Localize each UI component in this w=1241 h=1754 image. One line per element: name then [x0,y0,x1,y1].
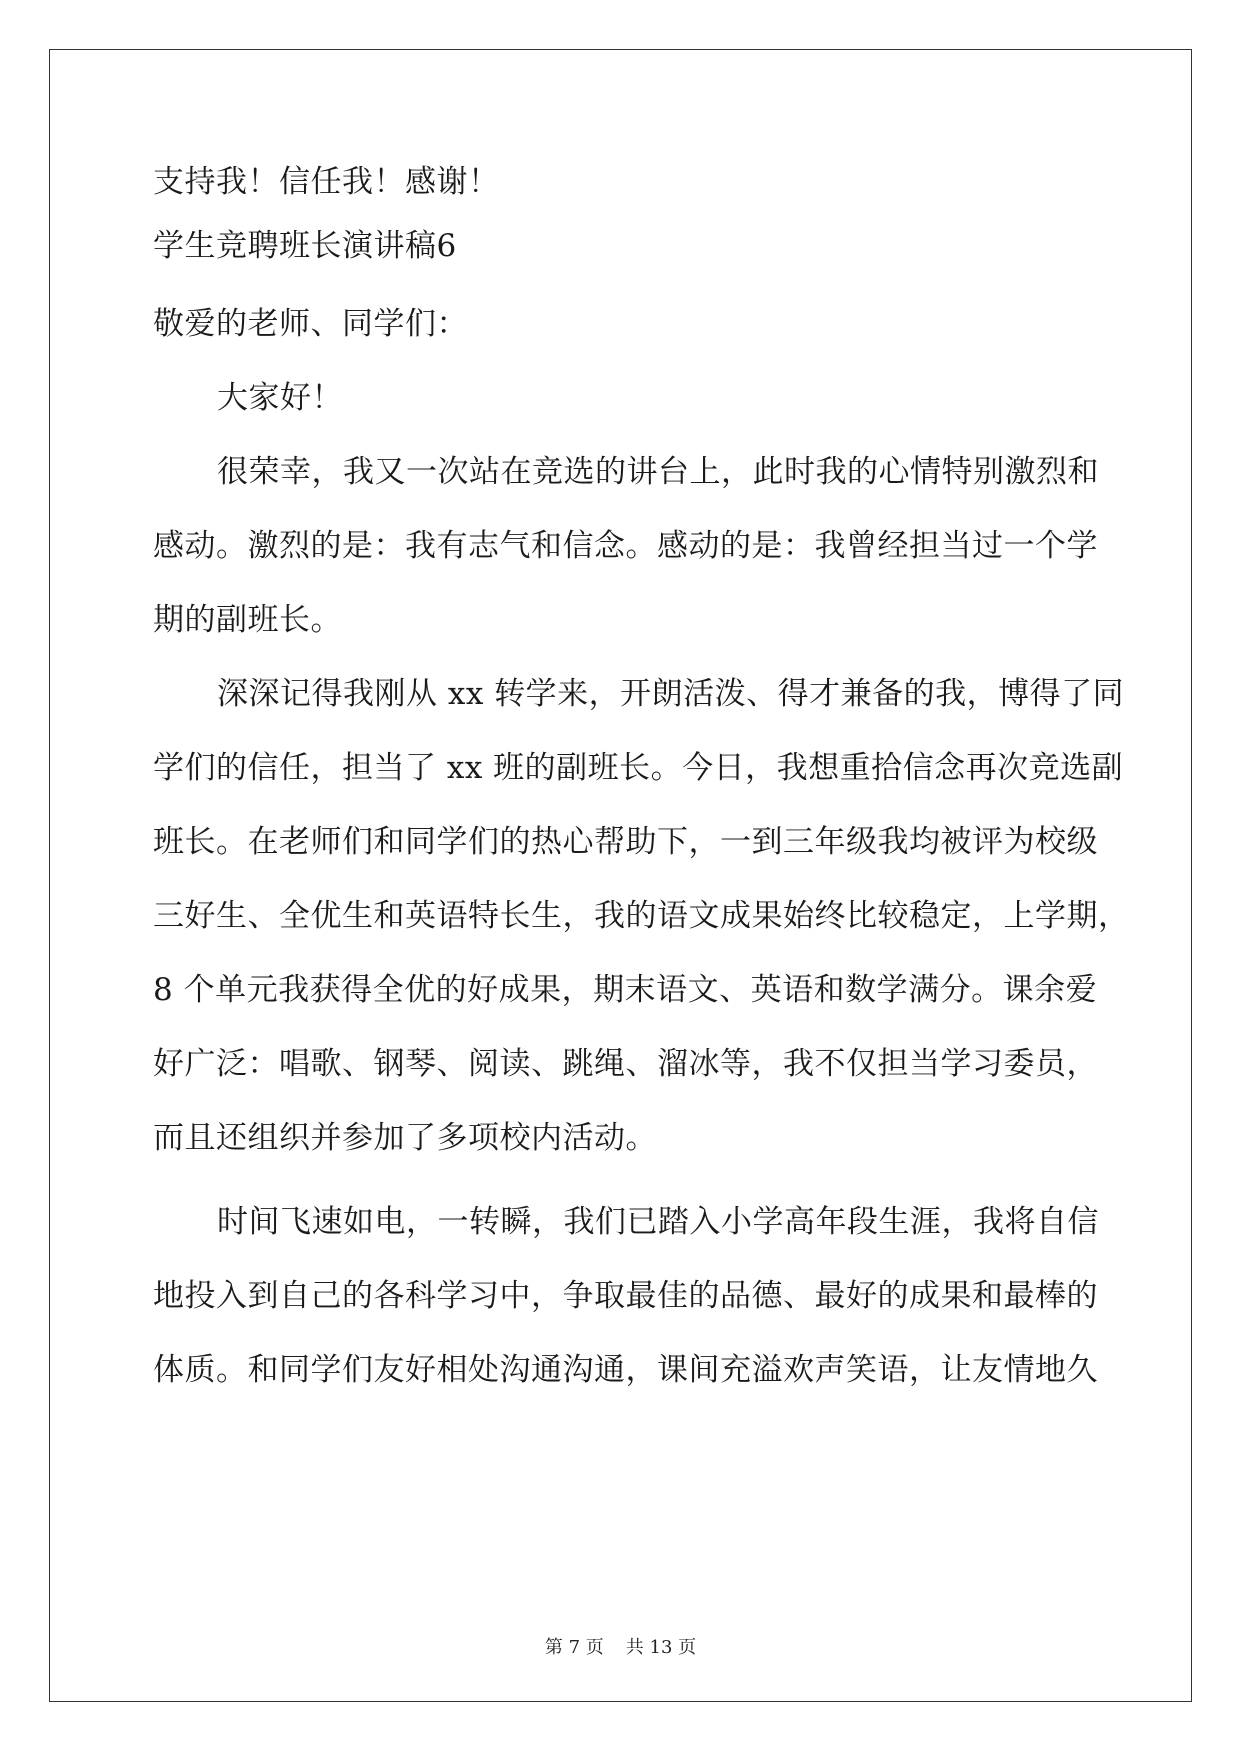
body-line: 三好生、全优生和英语特长生，我的语文成果始终比较稳定，上学期， [153,898,1130,934]
body-line: 好广泛：唱歌、钢琴、阅读、跳绳、溜冰等，我不仅担当学习委员， [153,1046,1098,1082]
body-line: 8 个单元我获得全优的好成果，期末语文、英语和数学满分。课余爱 [153,972,1098,1008]
page-footer [0,1633,1241,1659]
body-line: 学们的信任，担当了 xx 班的副班长。今日，我想重拾信念再次竞选副 [153,750,1124,786]
body-line: 班长。在老师们和同学们的热心帮助下，一到三年级我均被评为校级 [153,824,1098,860]
body-line: 支持我！信任我！感谢！ [153,164,500,200]
greeting: 大家好！ [217,380,343,416]
page-number: 第 7 页 [544,1637,604,1658]
body-line: 地投入到自己的各科学习中，争取最佳的品德、最好的成果和最棒的 [153,1278,1098,1314]
body-line: 而且还组织并参加了多项校内活动。 [153,1120,657,1156]
body-line: 很荣幸，我又一次站在竞选的讲台上，此时我的心情特别激烈和 [217,454,1099,490]
body-line: 深深记得我刚从 xx 转学来，开朗活泼、得才兼备的我，博得了同 [217,676,1125,712]
page-total: 共 13 页 [625,1637,697,1658]
body-line: 感动。激烈的是：我有志气和信念。感动的是：我曾经担当过一个学 [153,528,1098,564]
section-heading: 学生竞聘班长演讲稿6 [153,228,457,264]
body-line: 期的副班长。 [153,602,342,638]
salutation: 敬爱的老师、同学们： [153,306,468,342]
body-line: 时间飞速如电，一转瞬，我们已踏入小学高年段生涯，我将自信 [217,1204,1099,1240]
body-line: 体质。和同学们友好相处沟通沟通，课间充溢欢声笑语，让友情地久 [153,1352,1098,1388]
page-border [49,49,1192,1702]
